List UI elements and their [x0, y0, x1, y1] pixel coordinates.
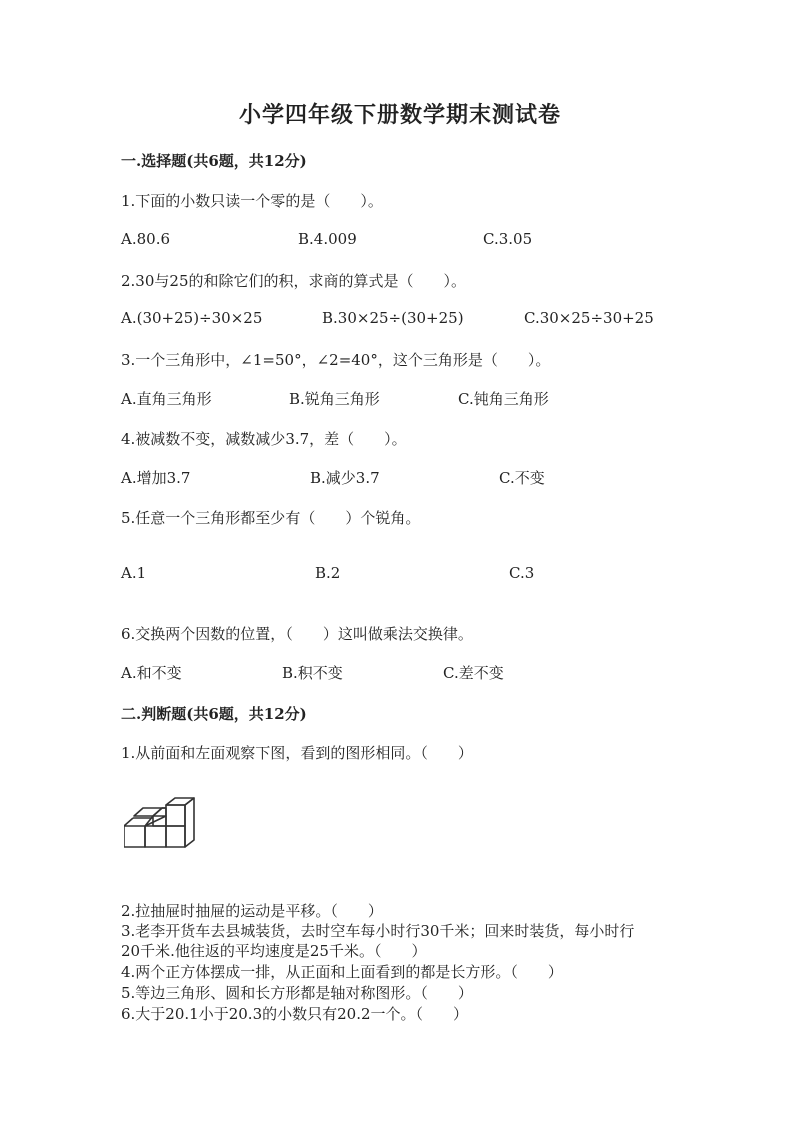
question-3-option-c: C.钝角三角形	[458, 390, 549, 408]
question-4: 4.被减数不变，减数减少3.7，差（ ）。	[121, 430, 407, 448]
judgement-2: 2.拉抽屉时抽屉的运动是平移。（ ）	[121, 902, 383, 920]
question-1: 1.下面的小数只读一个零的是（ ）。	[121, 192, 383, 210]
judgement-3-cont: 20千米.他往返的平均速度是25千米。（ ）	[121, 942, 427, 960]
question-6-option-c: C.差不变	[443, 664, 504, 682]
judgement-4: 4.两个正方体摆成一排，从正面和上面看到的都是长方形。（ ）	[121, 963, 563, 981]
question-2-option-b: B.30×25÷(30+25)	[322, 309, 464, 327]
question-6: 6.交换两个因数的位置，（ ）这叫做乘法交换律。	[121, 625, 473, 643]
judgement-1: 1.从前面和左面观察下图，看到的图形相同。（ ）	[121, 744, 473, 762]
page-title: 小学四年级下册数学期末测试卷	[238, 102, 561, 128]
question-3-option-a: A.直角三角形	[121, 390, 212, 408]
question-3: 3.一个三角形中，∠1=50°，∠2=40°，这个三角形是（ ）。	[121, 351, 551, 369]
question-4-option-a: A.增加3.7	[121, 469, 191, 487]
cube-stack-figure	[124, 797, 196, 855]
question-1-option-a: A.80.6	[121, 230, 170, 248]
question-5: 5.任意一个三角形都至少有（ ）个锐角。	[121, 509, 421, 527]
question-2: 2.30与25的和除它们的积，求商的算式是（ ）。	[121, 272, 466, 290]
question-5-option-c: C.3	[509, 564, 535, 582]
question-6-option-a: A.和不变	[121, 664, 182, 682]
question-5-option-a: A.1	[121, 564, 147, 582]
judgement-6: 6.大于20.1小于20.3的小数只有20.2一个。（ ）	[121, 1005, 469, 1023]
section2-heading: 二.判断题(共6题，共12分)	[121, 705, 307, 723]
judgement-5: 5.等边三角形、圆和长方形都是轴对称图形。（ ）	[121, 984, 473, 1002]
judgement-3: 3.老李开货车去县城装货，去时空车每小时行30千米；回来时装货，每小时行	[121, 922, 635, 940]
question-5-option-b: B.2	[315, 564, 341, 582]
question-2-option-c: C.30×25÷30+25	[524, 309, 654, 327]
question-1-option-b: B.4.009	[298, 230, 357, 248]
question-3-option-b: B.锐角三角形	[289, 390, 380, 408]
question-2-option-a: A.(30+25)÷30×25	[121, 309, 263, 327]
question-4-option-b: B.减少3.7	[310, 469, 380, 487]
question-4-option-c: C.不变	[499, 469, 545, 487]
section1-heading: 一.选择题(共6题，共12分)	[121, 152, 307, 170]
question-1-option-c: C.3.05	[483, 230, 533, 248]
question-6-option-b: B.积不变	[282, 664, 343, 682]
